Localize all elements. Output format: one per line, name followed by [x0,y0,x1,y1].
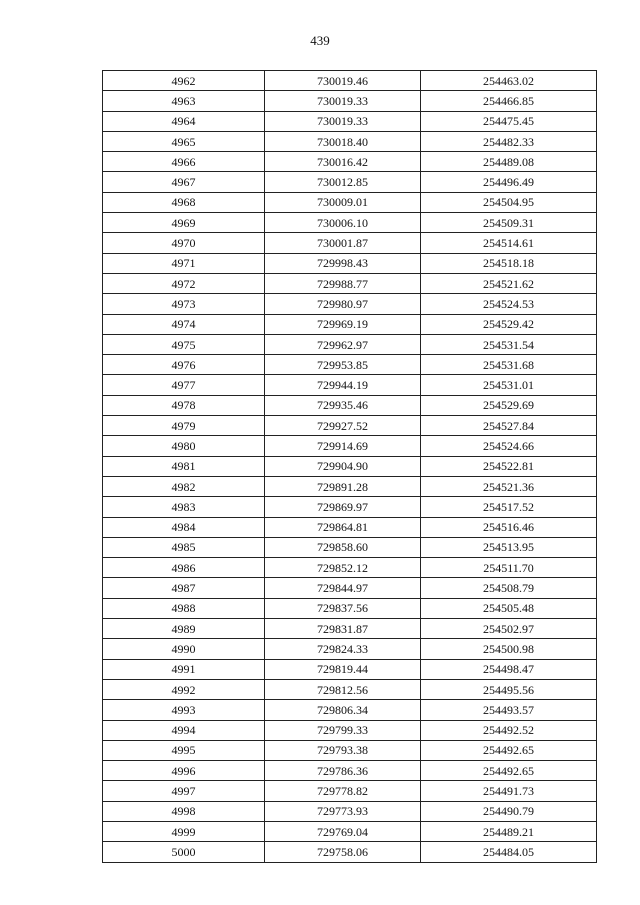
x-coordinate-cell: 729786.36 [265,761,421,781]
table-row [103,598,597,618]
table-row [103,71,597,91]
y-coordinate-cell: 254531.01 [421,375,597,395]
y-coordinate-cell: 254492.65 [421,761,597,781]
y-coordinate-cell: 254496.49 [421,172,597,192]
x-coordinate-cell: 729962.97 [265,334,421,354]
point-number-cell: 4965 [103,131,265,151]
x-coordinate-cell: 730018.40 [265,131,421,151]
point-number-cell: 4996 [103,761,265,781]
table-row [103,436,597,456]
table-row [103,558,597,578]
table-row [103,213,597,233]
point-number-cell: 4963 [103,91,265,111]
table-row [103,679,597,699]
point-number-cell: 4966 [103,152,265,172]
table-row [103,740,597,760]
table-row [103,639,597,659]
point-number-cell: 4968 [103,192,265,212]
table-row [103,416,597,436]
x-coordinate-cell: 729858.60 [265,537,421,557]
y-coordinate-cell: 254500.98 [421,639,597,659]
point-number-cell: 4964 [103,111,265,131]
y-coordinate-cell: 254509.31 [421,213,597,233]
y-coordinate-cell: 254527.84 [421,416,597,436]
point-number-cell: 4974 [103,314,265,334]
y-coordinate-cell: 254492.52 [421,720,597,740]
point-number-cell: 4990 [103,639,265,659]
point-number-cell: 4998 [103,801,265,821]
y-coordinate-cell: 254524.66 [421,436,597,456]
x-coordinate-cell: 729935.46 [265,395,421,415]
x-coordinate-cell: 729969.19 [265,314,421,334]
table-row [103,253,597,273]
point-number-cell: 4973 [103,294,265,314]
x-coordinate-cell: 729904.90 [265,456,421,476]
x-coordinate-cell: 729869.97 [265,497,421,517]
y-coordinate-cell: 254495.56 [421,679,597,699]
table-row [103,497,597,517]
table-row [103,334,597,354]
y-coordinate-cell: 254498.47 [421,659,597,679]
y-coordinate-cell: 254489.21 [421,821,597,841]
table-row [103,517,597,537]
y-coordinate-cell: 254521.62 [421,273,597,293]
x-coordinate-cell: 729864.81 [265,517,421,537]
x-coordinate-cell: 729891.28 [265,476,421,496]
y-coordinate-cell: 254516.46 [421,517,597,537]
table-row [103,801,597,821]
y-coordinate-cell: 254482.33 [421,131,597,151]
table-row [103,375,597,395]
table-row [103,476,597,496]
table-row [103,355,597,375]
point-number-cell: 4997 [103,781,265,801]
x-coordinate-cell: 729806.34 [265,700,421,720]
point-number-cell: 4995 [103,740,265,760]
table-row [103,111,597,131]
y-coordinate-cell: 254491.73 [421,781,597,801]
table-row [103,152,597,172]
point-number-cell: 4992 [103,679,265,699]
y-coordinate-cell: 254505.48 [421,598,597,618]
y-coordinate-cell: 254508.79 [421,578,597,598]
point-number-cell: 4977 [103,375,265,395]
table-row [103,537,597,557]
table-row [103,172,597,192]
table-row [103,192,597,212]
point-number-cell: 4971 [103,253,265,273]
table-row [103,821,597,841]
y-coordinate-cell: 254484.05 [421,842,597,862]
point-number-cell: 4962 [103,71,265,91]
coordinates-table [102,70,597,863]
x-coordinate-cell: 729758.06 [265,842,421,862]
table-row [103,700,597,720]
x-coordinate-cell: 729844.97 [265,578,421,598]
table-row [103,578,597,598]
y-coordinate-cell: 254511.70 [421,558,597,578]
point-number-cell: 4988 [103,598,265,618]
table-row [103,233,597,253]
y-coordinate-cell: 254502.97 [421,619,597,639]
x-coordinate-cell: 729769.04 [265,821,421,841]
y-coordinate-cell: 254514.61 [421,233,597,253]
x-coordinate-cell: 729799.33 [265,720,421,740]
point-number-cell: 4982 [103,476,265,496]
y-coordinate-cell: 254493.57 [421,700,597,720]
x-coordinate-cell: 730016.42 [265,152,421,172]
point-number-cell: 4970 [103,233,265,253]
x-coordinate-cell: 729914.69 [265,436,421,456]
table-row [103,842,597,862]
y-coordinate-cell: 254475.45 [421,111,597,131]
table-row [103,720,597,740]
point-number-cell: 4981 [103,456,265,476]
point-number-cell: 4986 [103,558,265,578]
x-coordinate-cell: 729944.19 [265,375,421,395]
x-coordinate-cell: 729837.56 [265,598,421,618]
point-number-cell: 4984 [103,517,265,537]
table-row [103,294,597,314]
y-coordinate-cell: 254466.85 [421,91,597,111]
x-coordinate-cell: 730012.85 [265,172,421,192]
y-coordinate-cell: 254513.95 [421,537,597,557]
y-coordinate-cell: 254521.36 [421,476,597,496]
point-number-cell: 4972 [103,273,265,293]
y-coordinate-cell: 254531.54 [421,334,597,354]
point-number-cell: 5000 [103,842,265,862]
x-coordinate-cell: 729773.93 [265,801,421,821]
y-coordinate-cell: 254492.65 [421,740,597,760]
coordinates-table-body [103,71,597,863]
y-coordinate-cell: 254531.68 [421,355,597,375]
x-coordinate-cell: 729953.85 [265,355,421,375]
point-number-cell: 4979 [103,416,265,436]
y-coordinate-cell: 254517.52 [421,497,597,517]
point-number-cell: 4978 [103,395,265,415]
table-row [103,659,597,679]
point-number-cell: 4991 [103,659,265,679]
table-row [103,781,597,801]
table-row [103,91,597,111]
point-number-cell: 4989 [103,619,265,639]
table-row [103,314,597,334]
x-coordinate-cell: 729927.52 [265,416,421,436]
y-coordinate-cell: 254522.81 [421,456,597,476]
y-coordinate-cell: 254524.53 [421,294,597,314]
table-row [103,619,597,639]
page-number: 439 [310,33,330,48]
point-number-cell: 4975 [103,334,265,354]
point-number-cell: 4976 [103,355,265,375]
point-number-cell: 4967 [103,172,265,192]
y-coordinate-cell: 254529.42 [421,314,597,334]
point-number-cell: 4993 [103,700,265,720]
x-coordinate-cell: 729819.44 [265,659,421,679]
y-coordinate-cell: 254504.95 [421,192,597,212]
point-number-cell: 4999 [103,821,265,841]
y-coordinate-cell: 254518.18 [421,253,597,273]
point-number-cell: 4980 [103,436,265,456]
y-coordinate-cell: 254489.08 [421,152,597,172]
x-coordinate-cell: 730019.46 [265,71,421,91]
x-coordinate-cell: 729998.43 [265,253,421,273]
table-row [103,761,597,781]
x-coordinate-cell: 729778.82 [265,781,421,801]
y-coordinate-cell: 254463.02 [421,71,597,91]
x-coordinate-cell: 730019.33 [265,111,421,131]
point-number-cell: 4983 [103,497,265,517]
x-coordinate-cell: 729793.38 [265,740,421,760]
y-coordinate-cell: 254529.69 [421,395,597,415]
x-coordinate-cell: 729831.87 [265,619,421,639]
x-coordinate-cell: 729852.12 [265,558,421,578]
table-row [103,395,597,415]
x-coordinate-cell: 730006.10 [265,213,421,233]
point-number-cell: 4969 [103,213,265,233]
x-coordinate-cell: 729988.77 [265,273,421,293]
y-coordinate-cell: 254490.79 [421,801,597,821]
x-coordinate-cell: 729812.56 [265,679,421,699]
x-coordinate-cell: 730009.01 [265,192,421,212]
x-coordinate-cell: 730001.87 [265,233,421,253]
table-row [103,273,597,293]
point-number-cell: 4994 [103,720,265,740]
point-number-cell: 4987 [103,578,265,598]
x-coordinate-cell: 730019.33 [265,91,421,111]
table-row [103,131,597,151]
table-row [103,456,597,476]
x-coordinate-cell: 729980.97 [265,294,421,314]
point-number-cell: 4985 [103,537,265,557]
x-coordinate-cell: 729824.33 [265,639,421,659]
